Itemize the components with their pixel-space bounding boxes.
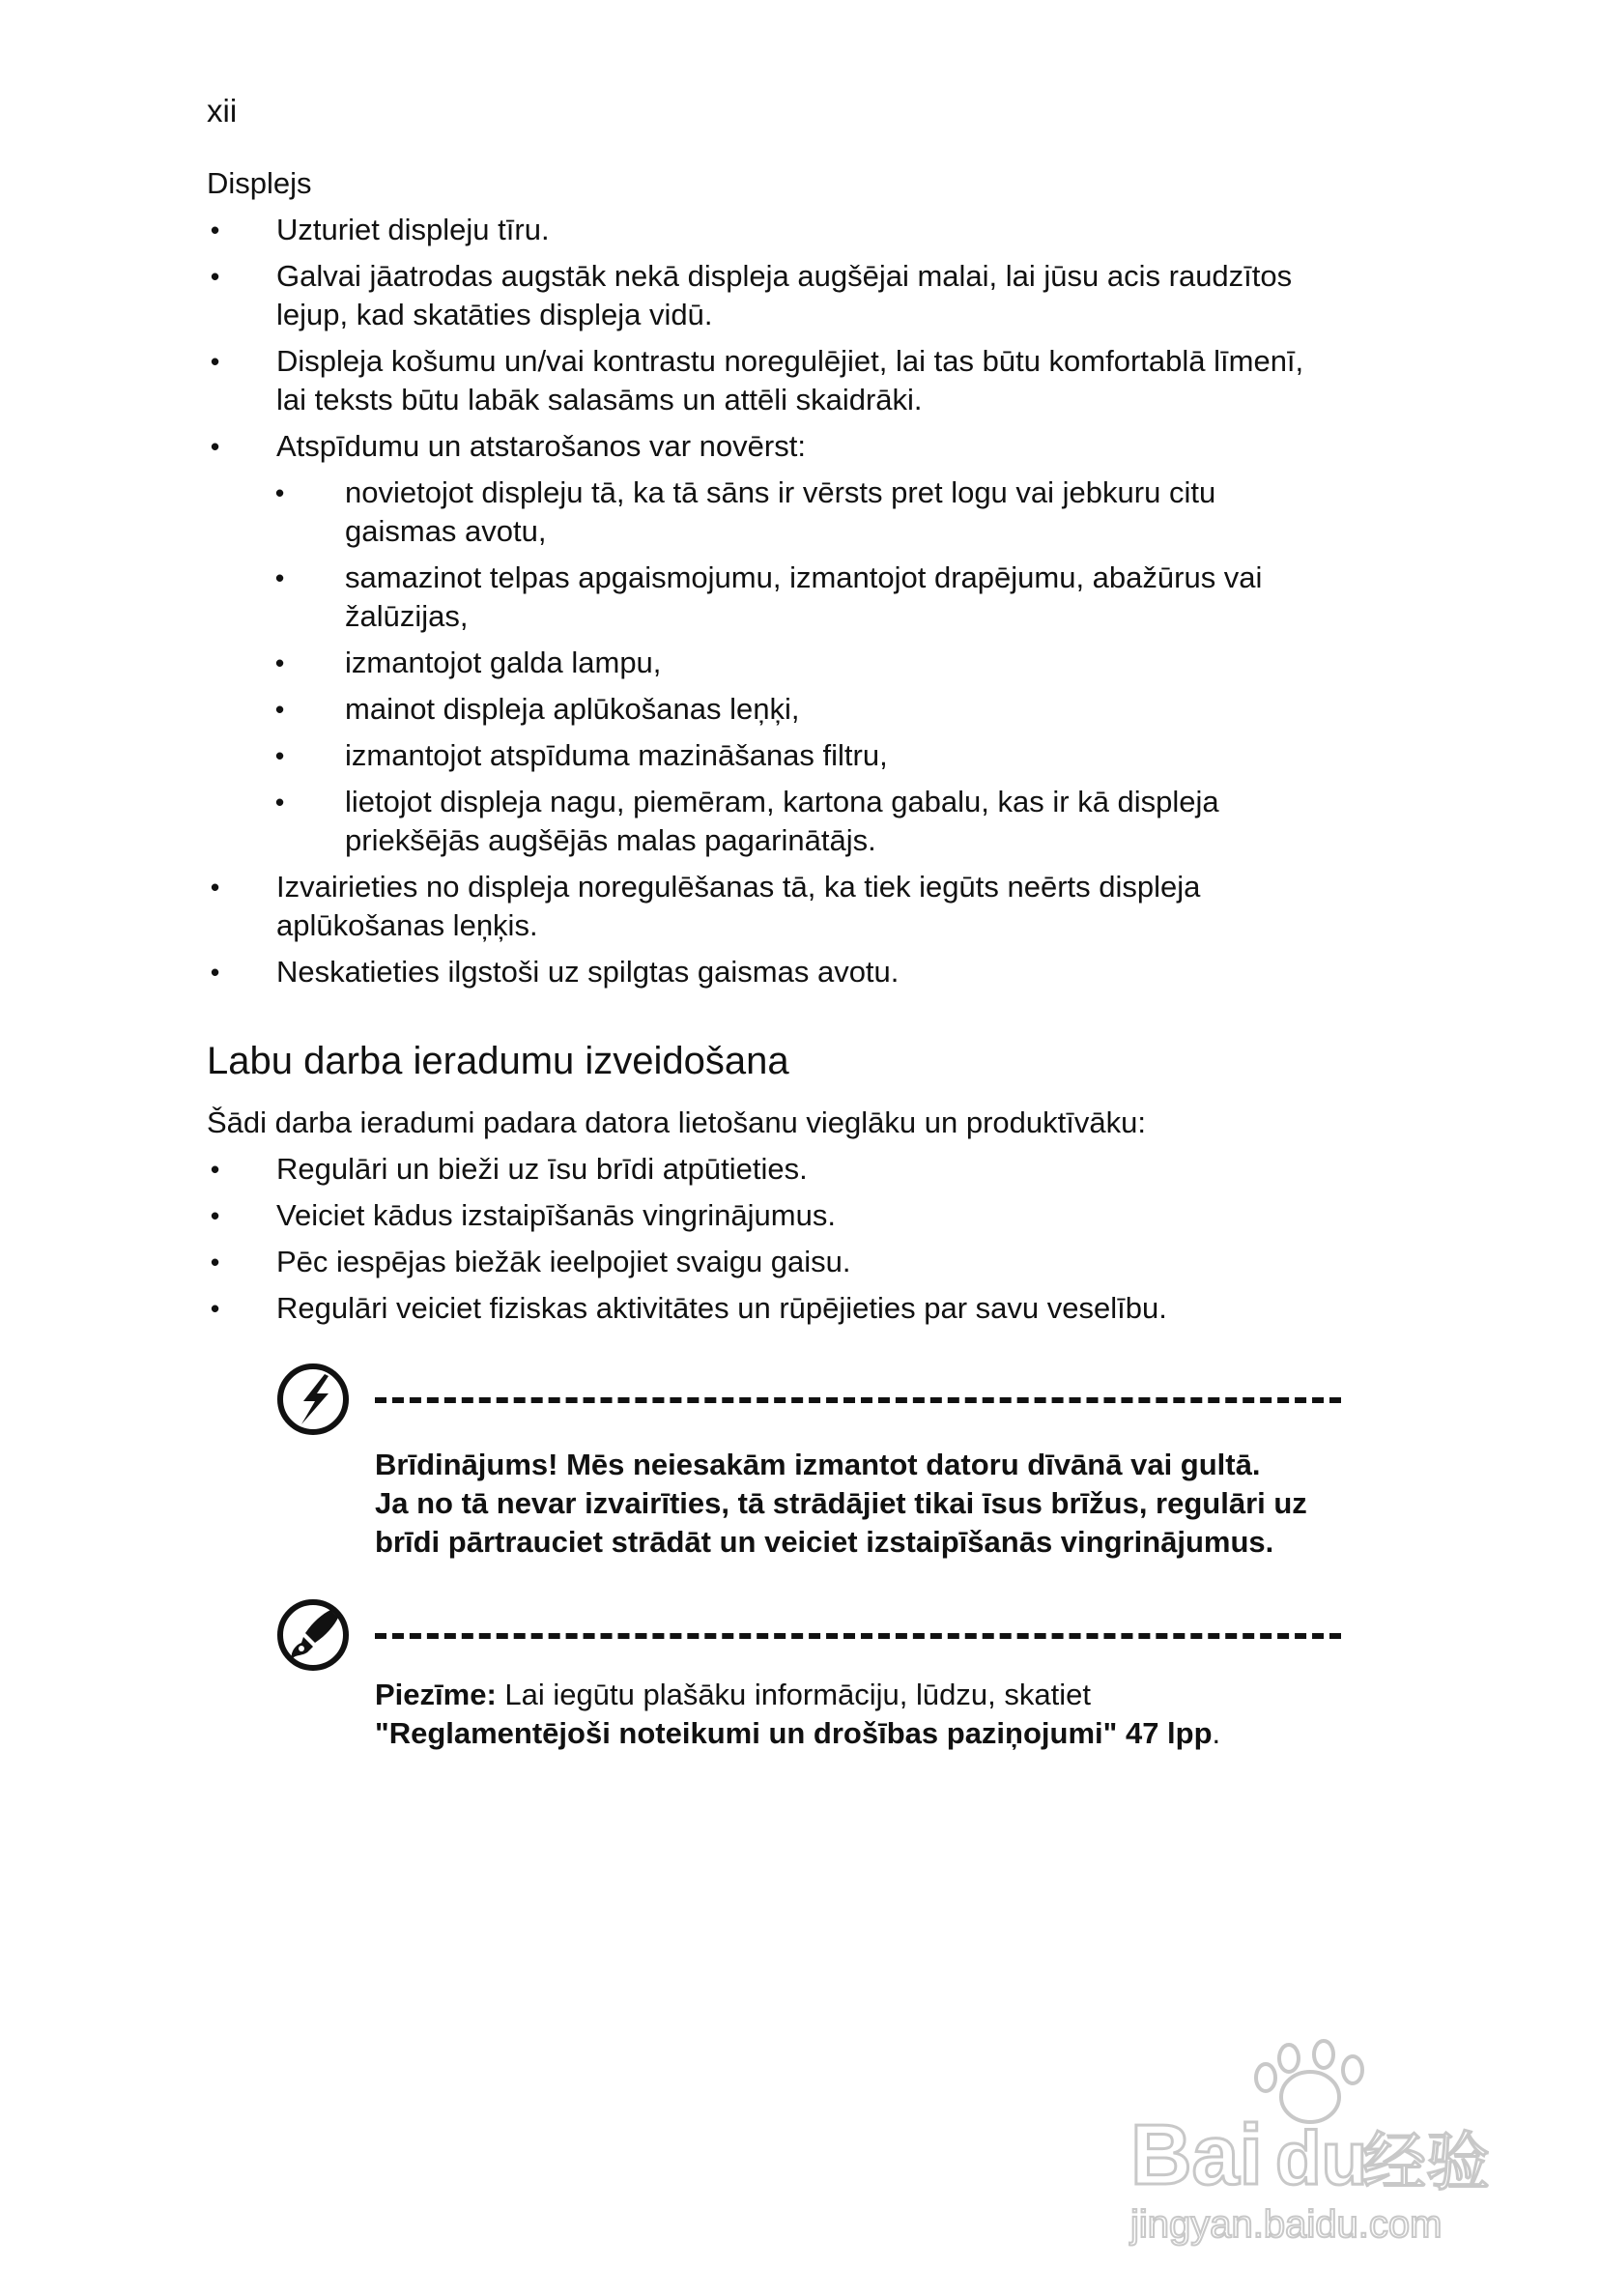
list-item <box>275 559 1330 636</box>
bullet-icon: • <box>211 215 220 244</box>
baidu-watermark <box>1121 2039 1507 2252</box>
bullet-icon: • <box>211 432 220 461</box>
list-item-line: aplūkošanas leņķis. <box>276 908 538 942</box>
list-item-line: izmantojot atspīduma mazināšanas filtru, <box>345 738 888 772</box>
list-item-line: priekšējās augšējās malas pagarinātājs. <box>345 823 876 857</box>
list-item-line: novietojot displeju tā, ka tā sāns ir vērsts pret logu vai jebkuru citu <box>345 475 1216 509</box>
watermark-brand2: du <box>1275 2115 1368 2200</box>
list-item-line: lejup, kad skatāties displeja vidū. <box>276 298 713 331</box>
list-item <box>211 1196 1339 1235</box>
bullet-icon: • <box>211 347 220 376</box>
warning-line: brīdi pārtrauciet strādāt un veiciet izstaipīšanās vingrinājumus. <box>375 1525 1274 1559</box>
bullet-icon: • <box>275 741 285 770</box>
warning-line: Ja no tā nevar izvairīties, tā strādājiet tikai īsus brīžus, regulāri uz <box>375 1486 1307 1520</box>
list-item <box>211 1243 1339 1281</box>
section-heading: Labu darba ieradumu izveidošana <box>207 1040 789 1082</box>
list-item-line: izmantojot galda lampu, <box>345 646 662 679</box>
list-item <box>275 644 1330 682</box>
list-item-line: Izvairieties no displeja noregulēšanas tā, ka tiek iegūts neērts displeja <box>276 870 1201 904</box>
lightning-warning-icon <box>274 1361 352 1438</box>
bullet-icon: • <box>275 695 285 724</box>
list-item <box>275 783 1330 860</box>
note-label: Piezīme: <box>375 1678 497 1711</box>
watermark-cn: 经验 <box>1362 2125 1490 2199</box>
list-item-line: Neskatieties ilgstoši uz spilgtas gaismas avotu. <box>276 955 900 989</box>
bullet-icon: • <box>211 873 220 902</box>
list-item-line: žalūzijas, <box>345 599 469 633</box>
bullet-icon: • <box>211 1294 220 1323</box>
list-item-line: Uzturiet displeju tīru. <box>276 213 550 246</box>
list-item <box>275 474 1330 551</box>
list-item <box>211 342 1339 419</box>
list-item <box>211 868 1339 945</box>
note-text <box>375 1676 1341 1753</box>
bullet-icon: • <box>275 478 285 507</box>
list-item-line: samazinot telpas apgaismojumu, izmantojot drapējumu, abažūrus vai <box>345 560 1263 594</box>
list-item <box>275 736 1330 775</box>
note-reference: "Reglamentējoši noteikumi un drošības paziņojumi" 47 lpp <box>375 1716 1213 1750</box>
list-item <box>211 211 1339 249</box>
warning-divider <box>375 1397 1341 1403</box>
list-item-line: Regulāri un bieži uz īsu brīdi atpūtieties. <box>276 1152 808 1186</box>
bullet-icon: • <box>275 648 285 677</box>
list-item-line: mainot displeja aplūkošanas leņķi, <box>345 692 800 726</box>
list-item <box>211 427 1339 466</box>
warning-text <box>375 1446 1341 1562</box>
pen-note-icon <box>274 1596 352 1674</box>
watermark-brand: Bai <box>1130 2107 1263 2202</box>
list-item-line: Atspīdumu un atstarošanos var novērst: <box>276 429 806 463</box>
list-item-line: Pēc iespējas biežāk ieelpojiet svaigu gaisu. <box>276 1245 851 1278</box>
list-item-line: lai teksts būtu labāk salasāms un attēli skaidrāki. <box>276 383 923 416</box>
note-end: . <box>1212 1716 1221 1750</box>
note-body: Lai iegūtu plašāku informāciju, lūdzu, skatiet <box>496 1678 1091 1711</box>
watermark-url: jingyan.baidu.com <box>1130 2203 1443 2246</box>
warning-line: Brīdinājums! Mēs neiesakām izmantot datoru dīvānā vai gultā. <box>375 1448 1261 1481</box>
list-item-line: lietojot displeja nagu, piemēram, kartona gabalu, kas ir kā displeja <box>345 785 1219 818</box>
list-item-line: gaismas avotu, <box>345 514 547 548</box>
list-item-line: Displeja košumu un/vai kontrastu noregulējiet, lai tas būtu komfortablā līmenī, <box>276 344 1304 378</box>
list-item-line: Veiciet kādus izstaipīšanās vingrinājumus. <box>276 1198 836 1232</box>
bullet-icon: • <box>275 563 285 592</box>
bullet-icon: • <box>211 958 220 987</box>
section-label: Displejs <box>207 166 312 200</box>
paw-logo-icon <box>1121 2039 1507 2252</box>
bullet-icon: • <box>211 262 220 291</box>
list-item <box>211 257 1339 334</box>
bullet-icon: • <box>211 1155 220 1184</box>
intro-text: Šādi darba ieradumi padara datora lietošanu vieglāku un produktīvāku: <box>207 1105 1146 1139</box>
bullet-icon: • <box>211 1201 220 1230</box>
list-item-line: Galvai jāatrodas augstāk nekā displeja augšējai malai, lai jūsu acis raudzītos <box>276 259 1293 293</box>
bullet-icon: • <box>275 788 285 817</box>
page-number: xii <box>207 93 238 129</box>
list-item <box>211 953 1339 991</box>
list-item <box>275 690 1330 729</box>
bullet-icon: • <box>211 1248 220 1277</box>
list-item <box>211 1289 1339 1328</box>
list-item-line: Regulāri veiciet fiziskas aktivitātes un rūpējieties par savu veselību. <box>276 1291 1167 1325</box>
note-divider <box>375 1633 1341 1639</box>
list-item <box>211 1150 1339 1189</box>
